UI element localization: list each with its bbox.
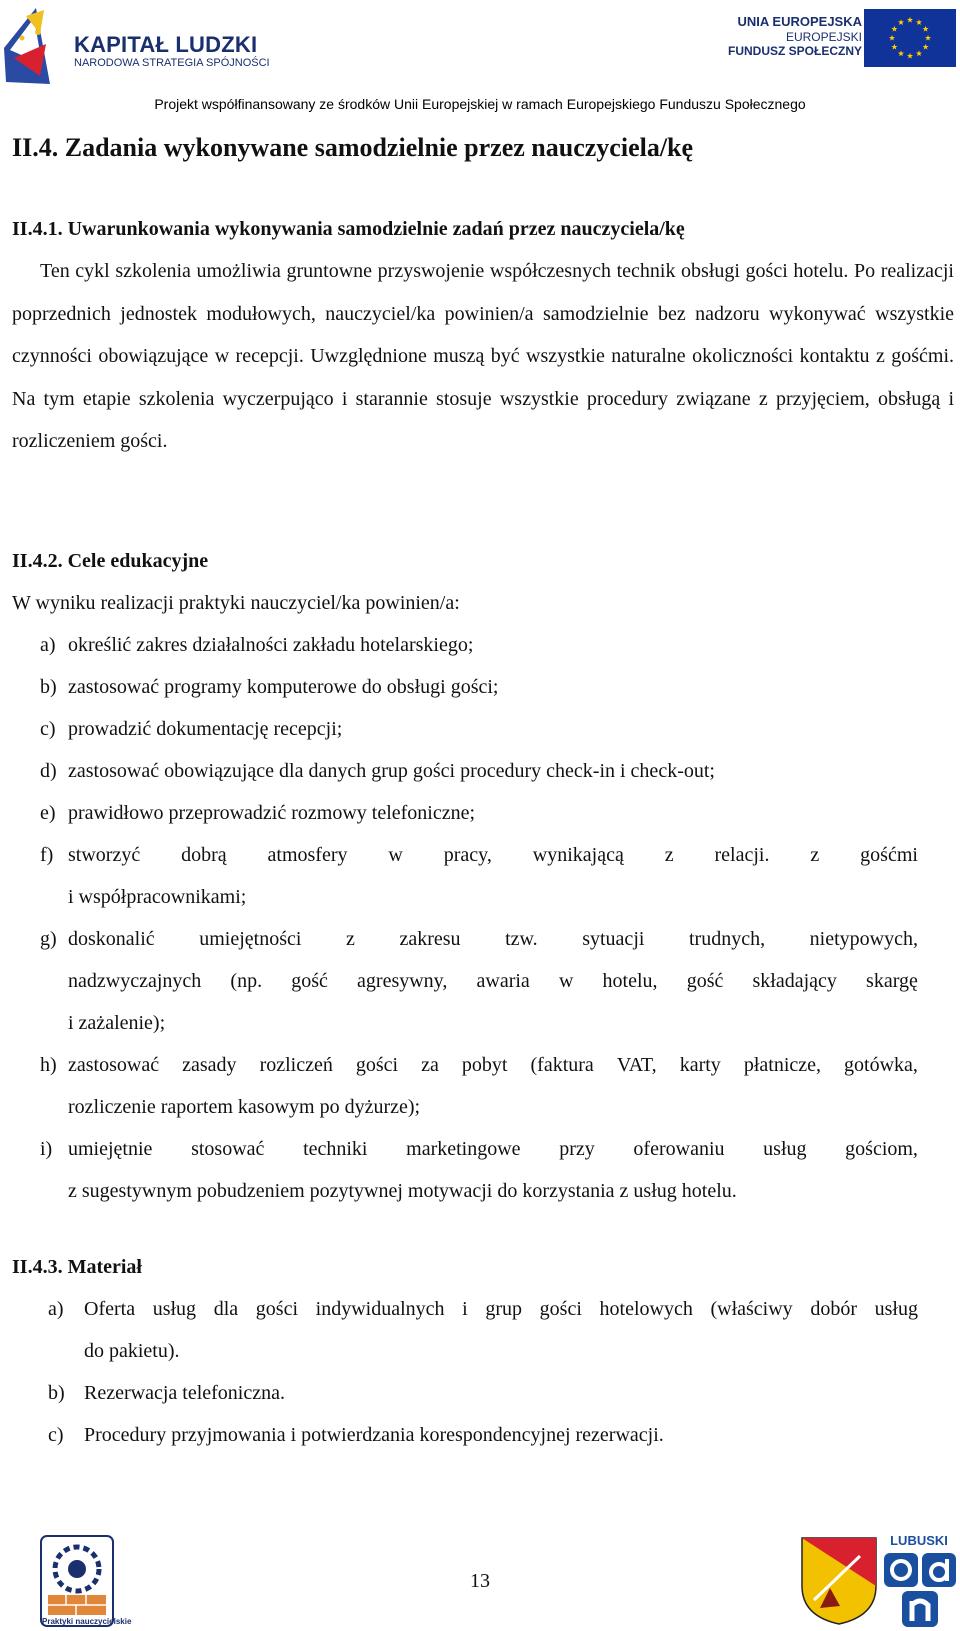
word: techniki bbox=[303, 1138, 368, 1160]
list-item-justified bbox=[68, 844, 918, 867]
word: dobór bbox=[810, 1298, 857, 1320]
word: w bbox=[388, 844, 403, 866]
word: wynikającą bbox=[532, 844, 624, 866]
word: zasady bbox=[182, 1054, 237, 1076]
word: płatnicze, bbox=[743, 1054, 822, 1076]
logo-caption: Praktyki nauczycielskie bbox=[42, 1617, 132, 1626]
word: nietypowych, bbox=[809, 928, 918, 950]
word: sytuacji bbox=[582, 928, 645, 950]
logo-title: KAPITAŁ LUDZKI bbox=[74, 32, 258, 57]
word: usług bbox=[763, 1138, 807, 1160]
word: trudnych, bbox=[689, 928, 766, 950]
list-item: prawidłowo przeprowadzić rozmowy telefoniczne; bbox=[68, 802, 476, 824]
list-item-label: c) bbox=[48, 1424, 64, 1446]
list-item-label: h) bbox=[40, 1054, 57, 1076]
word: za bbox=[421, 1054, 439, 1076]
word: z bbox=[810, 844, 820, 866]
word: VAT, bbox=[616, 1054, 657, 1076]
word: gości bbox=[255, 1298, 298, 1320]
word: pracy, bbox=[443, 844, 492, 866]
list-item-label: a) bbox=[48, 1298, 64, 1320]
word: (np. bbox=[230, 970, 263, 992]
list-item: określić zakres działalności zakładu hotelarskiego; bbox=[68, 634, 474, 656]
word: przy bbox=[559, 1138, 595, 1160]
list-item-label: b) bbox=[48, 1382, 65, 1404]
list-item-continuation: rozliczenie raportem kasowym po dyżurze); bbox=[68, 1096, 421, 1118]
word: oferowaniu bbox=[633, 1138, 725, 1160]
word: awaria bbox=[476, 970, 530, 992]
word: zastosować bbox=[68, 1054, 160, 1076]
word: usług bbox=[874, 1298, 918, 1320]
list-item-label: g) bbox=[40, 928, 57, 950]
list-item-label: a) bbox=[40, 634, 56, 656]
list-item-continuation: do pakietu). bbox=[84, 1340, 180, 1362]
list-item-label: b) bbox=[40, 676, 57, 698]
list-item-label: d) bbox=[40, 760, 57, 782]
word: gotówka, bbox=[844, 1054, 918, 1076]
word: z bbox=[664, 844, 674, 866]
word: marketingowe bbox=[406, 1138, 521, 1160]
list-item-continuation: z sugestywnym pobudzeniem pozytywnej motywacji do korzystania z usług hotelu. bbox=[68, 1180, 737, 1202]
list-item: prowadzić dokumentację recepcji; bbox=[68, 718, 343, 740]
word: Oferta bbox=[84, 1298, 136, 1320]
word: karty bbox=[679, 1054, 721, 1076]
word: gość bbox=[291, 970, 328, 992]
eu-label-line1: UNIA EUROPEJSKA bbox=[737, 14, 862, 29]
eu-label bbox=[712, 14, 862, 58]
paragraph-conditions: Ten cykl szkolenia umożliwia gruntowne przyswojenie współczesnych technik obsługi gości hotelu. Po realizacji poprzednich jednostek modułowych, nauczyciel/ka powinien/a samodzielnie bez nadzoru wykonywać wszystkie czynności obowiązujące w recepcji. Uwzględnione muszą być wszystkie naturalne okoliczności kontaktu z gośćmi. Na tym etapie szkolenia wyczerpująco i starannie stosuje wszystkie procedury związane z przyjęciem, obsługą i rozliczeniem gości. bbox=[12, 260, 954, 453]
list-item-label: f) bbox=[40, 844, 54, 866]
word: gościom, bbox=[845, 1138, 918, 1160]
list-item: Procedury przyjmowania i potwierdzania korespondencyjnej rezerwacji. bbox=[84, 1424, 664, 1446]
word: umiejętnie bbox=[68, 1138, 153, 1160]
project-note: Projekt współfinansowany ze środków Unii Europejskiej w ramach Europejskiego Funduszu Społecznego bbox=[154, 96, 806, 112]
word: umiejętności bbox=[199, 928, 302, 950]
list-item: Rezerwacja telefoniczna. bbox=[84, 1382, 285, 1404]
lubuski-logo bbox=[882, 1551, 958, 1629]
eu-label-line2: EUROPEJSKI bbox=[785, 30, 862, 44]
word: gośćmi bbox=[860, 844, 918, 866]
subsection-heading-3: II.4.3. Materiał bbox=[12, 1256, 142, 1278]
word: hotelowych bbox=[599, 1298, 693, 1320]
word: stosować bbox=[191, 1138, 265, 1160]
word: i bbox=[462, 1298, 468, 1320]
word: tzw. bbox=[505, 928, 538, 950]
word: agresywny, bbox=[357, 970, 448, 992]
word: gość bbox=[686, 970, 724, 992]
word: stworzyć bbox=[68, 844, 141, 866]
list-item-justified bbox=[68, 928, 918, 951]
word: grup bbox=[485, 1298, 523, 1320]
list-item-label: e) bbox=[40, 802, 56, 824]
list-item-justified bbox=[68, 970, 918, 993]
word: hotelu, bbox=[602, 970, 658, 992]
word: nadzwyczajnych bbox=[68, 970, 202, 992]
list-item-justified bbox=[68, 1054, 918, 1077]
page-number: 13 bbox=[470, 1570, 490, 1592]
subsection-heading-2: II.4.2. Cele edukacyjne bbox=[12, 550, 209, 572]
goals-intro: W wyniku realizacji praktyki nauczyciel/ka powinien/a: bbox=[12, 592, 460, 614]
word: gości bbox=[539, 1298, 582, 1320]
list-item-justified bbox=[84, 1298, 918, 1321]
word: dla bbox=[213, 1298, 239, 1320]
list-item-label: i) bbox=[40, 1138, 53, 1160]
word: dobrą bbox=[181, 844, 227, 866]
list-item: zastosować programy komputerowe do obsługi gości; bbox=[68, 676, 499, 698]
word: gości bbox=[355, 1054, 399, 1076]
coat-of-arms-icon bbox=[800, 1536, 878, 1626]
header bbox=[0, 0, 960, 115]
list-item-label: c) bbox=[40, 718, 56, 740]
word: rozliczeń bbox=[259, 1054, 333, 1076]
word: usług bbox=[152, 1298, 197, 1320]
word: składający bbox=[752, 970, 837, 992]
word: atmosfery bbox=[267, 844, 348, 866]
list-item-continuation: i zażalenie); bbox=[68, 1012, 166, 1034]
eu-label-line3: FUNDUSZ SPOŁECZNY bbox=[727, 44, 862, 58]
word: indywidualnych bbox=[315, 1298, 445, 1320]
word: (faktura bbox=[530, 1054, 594, 1076]
word: (właściwy bbox=[710, 1298, 793, 1320]
logo-subtitle: NARODOWA STRATEGIA SPÓJNOŚCI bbox=[74, 57, 270, 69]
word: pobyt bbox=[461, 1054, 508, 1076]
word: zakresu bbox=[399, 928, 461, 950]
word: doskonalić bbox=[68, 928, 155, 950]
section-title: II.4. Zadania wykonywane samodzielnie przez nauczyciela/kę bbox=[12, 133, 694, 162]
lubuski-title: LUBUSKI bbox=[890, 1533, 948, 1548]
word: relacji. bbox=[714, 844, 770, 866]
word: skargę bbox=[866, 970, 918, 992]
list-item-continuation: i współpracownikami; bbox=[68, 886, 247, 908]
subsection-heading-1: II.4.1. Uwarunkowania wykonywania samodzielnie zadań przez nauczyciela/kę bbox=[12, 218, 685, 240]
list-item: zastosować obowiązujące dla danych grup gości procedury check-in i check-out; bbox=[68, 760, 715, 782]
list-item-justified bbox=[68, 1138, 918, 1161]
eu-flag-icon bbox=[864, 9, 956, 67]
word: z bbox=[345, 928, 355, 950]
word: w bbox=[558, 970, 574, 992]
